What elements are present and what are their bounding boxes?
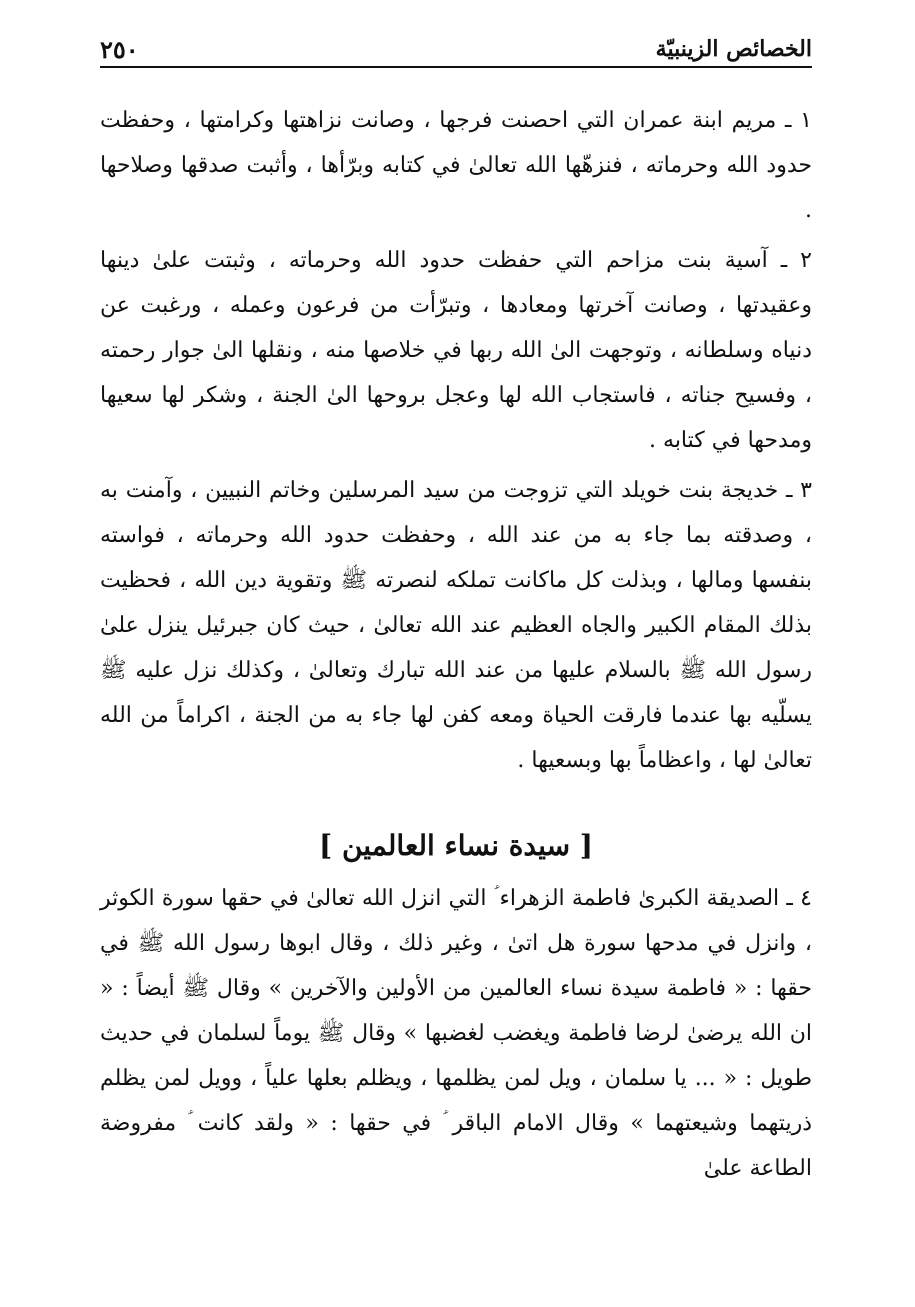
- running-title: الخصائص الزينبيّة: [655, 36, 812, 62]
- paragraph-4: ٤ ـ الصديقة الكبرىٰ فاطمة الزهراء ؑ التي انزل الله تعالىٰ في حقها سورة الكوثر ، وانزل في مدحها سورة هل اتىٰ ، وغير ذلك ، وقال ابوها رسول الله ﷺ في حقها : « فاطمة سيدة نساء العالمين من الأولين والآخرين » وقال ﷺ أيضاً : « ان الله يرضىٰ لرضا فاطمة ويغضب لغضبها » وقال ﷺ يوماً لسلمان في حديث طويل : « ... يا سلمان ، ويل لمن يظلمها ، ويظلم بعلها علياً ، وويل لمن يظلم ذريتهما وشيعتهما » وقال الامام الباقر ؑ في حقها : « ولقد كانت ؑ مفروضة الطاعة علىٰ: [100, 886, 812, 1181]
- section-heading: [ سيدة نساء العالمين ]: [318, 829, 594, 862]
- page-number: ٢٥٠: [100, 34, 139, 64]
- paragraph-3: ٣ ـ خديجة بنت خويلد التي تزوجت من سيد المرسلين وخاتم النبيين ، وآمنت به ، وصدقته بما جاء به من عند الله ، وحفظت حدود الله وحرماته ، فواسته بنفسها ومالها ، وبذلت كل ماكانت تملكه لنصرته ﷺ وتقوية دين الله ، فحظيت بذلك المقام الكبير والجاه العظيم عند الله تعالىٰ ، حيث كان جبرئيل ينزل علىٰ رسول الله ﷺ بالسلام عليها من عند الله تبارك وتعالىٰ ، وكذلك نزل عليه ﷺ يسلّيه بها عندما فارقت الحياة ومعه كفن لها جاء به من الجنة ، اكراماً من الله تعالىٰ لها ، واعظاماً بها وبسعيها .: [100, 478, 812, 773]
- main-text: [100, 98, 812, 1196]
- paragraph-2: ٢ ـ آسية بنت مزاحم التي حفظت حدود الله وحرماته ، وثبتت علىٰ دينها وعقيدتها ، وصانت آخرتها ومعادها ، وتبرّأت من فرعون وعمله ، ورغبت عن دنياه وسلطانه ، وتوجهت الىٰ الله ربها في خلاصها منه ، ونقلها الىٰ جوار رحمته ، وفسيح جناته ، فاستجاب الله لها وعجل بروحها الىٰ الجنة ، وشكر لها سعيها ومدحها في كتابه .: [100, 248, 812, 453]
- paragraph-1: ١ ـ مريم ابنة عمران التي احصنت فرجها ، وصانت نزاهتها وكرامتها ، وحفظت حدود الله وحرماته ، فنزهّها الله تعالىٰ في كتابه وبرّأها ، وأثبت صدقها وصلاحها .: [100, 108, 812, 223]
- page-header: [100, 32, 812, 68]
